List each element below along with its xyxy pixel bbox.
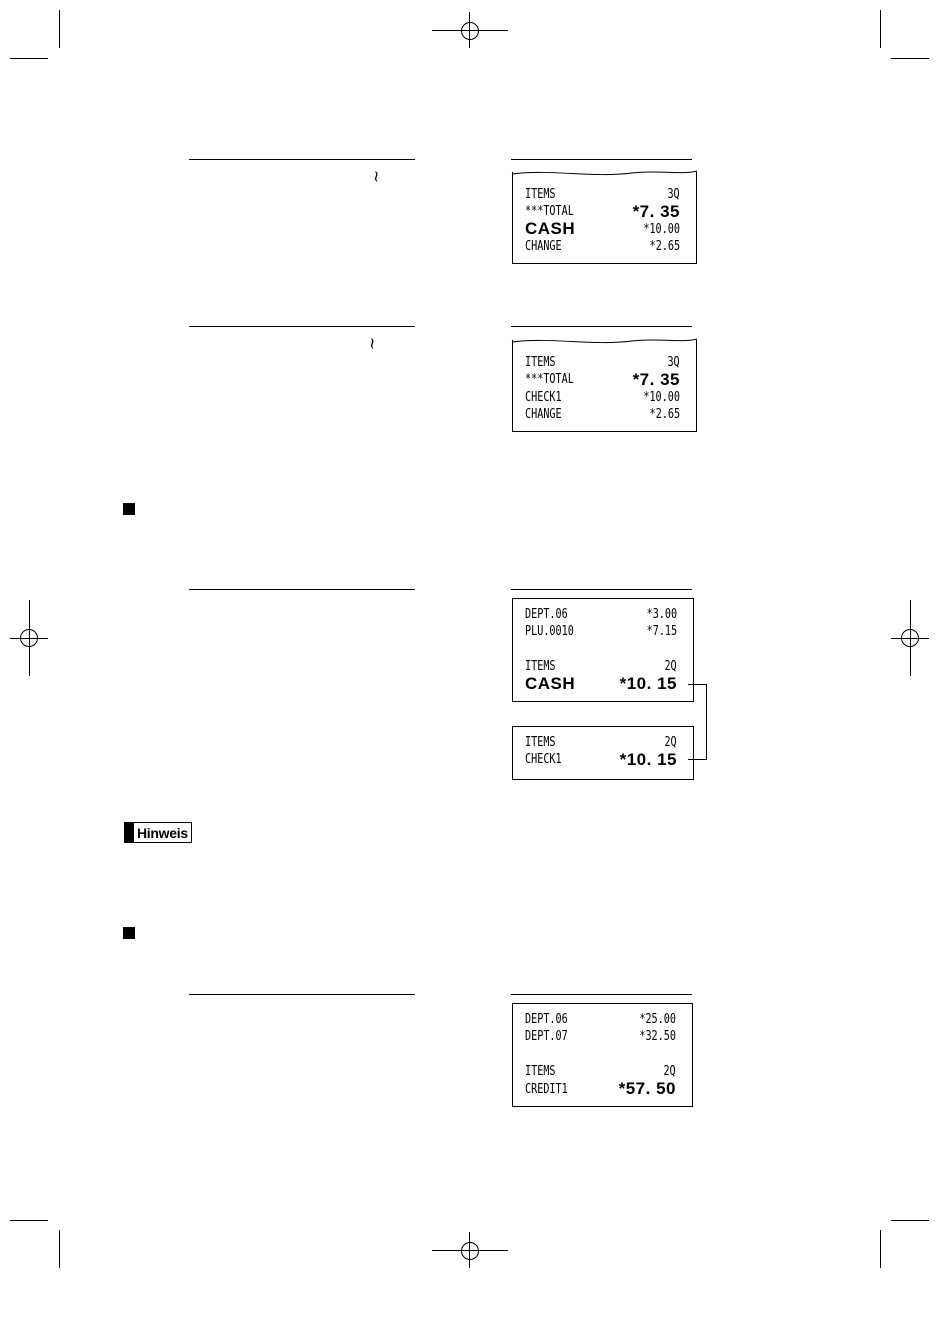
receipt-line-value: 3Q (667, 354, 680, 370)
print-rule (511, 326, 692, 327)
receipt-line-value: *7. 35 (632, 201, 680, 221)
receipt-line (525, 675, 677, 693)
receipt-line (525, 185, 680, 203)
receipt-line (525, 238, 680, 256)
torn-edge (512, 337, 697, 345)
receipt-line-label: CHECK1 (525, 752, 562, 767)
registration-mark-icon (891, 600, 929, 676)
receipt-line-label: CHANGE (525, 239, 562, 254)
receipt-line-value: *7.15 (646, 624, 677, 639)
receipt-line-value: *10. 15 (619, 749, 677, 769)
crop-mark (891, 58, 929, 59)
receipt-line-label: ***TOTAL (525, 204, 574, 219)
crop-mark (880, 10, 881, 48)
squiggle-mark: ~ (363, 336, 383, 351)
receipt-line (525, 605, 677, 623)
key-operation-rule (189, 159, 415, 160)
receipt-line-value: *3.00 (646, 606, 677, 622)
receipt-line (525, 203, 680, 221)
receipt-line-value: *2.65 (649, 407, 680, 422)
receipt-line-label: PLU.0010 (525, 624, 574, 639)
crop-mark (59, 10, 60, 48)
receipt-line (525, 1063, 676, 1081)
receipt-line (525, 623, 677, 641)
key-operation-rule (189, 994, 415, 995)
print-rule (511, 994, 692, 995)
registration-mark-icon (432, 1232, 508, 1268)
note-label (124, 822, 192, 843)
crop-mark (891, 1220, 929, 1221)
squiggle-mark: ~ (367, 169, 387, 184)
receipt-line-value: 3Q (667, 186, 680, 202)
receipt-line (525, 353, 680, 371)
receipt-line-value: *10. 15 (619, 674, 677, 693)
receipt-line-label: ITEMS (525, 186, 556, 202)
receipt-mixed-cash (512, 598, 694, 702)
key-operation-rule (189, 326, 415, 327)
receipt-line-label: DEPT.06 (525, 606, 568, 622)
torn-edge (512, 169, 697, 177)
receipt-line-label: ITEMS (525, 354, 556, 370)
receipt-line (525, 1028, 676, 1046)
receipt-mixed-check (512, 726, 694, 780)
bracket-connector (688, 684, 707, 685)
receipt-line-value: *10.00 (643, 221, 680, 237)
receipt-line-value: *57. 50 (618, 1079, 676, 1098)
receipt-line-label: DEPT.07 (525, 1029, 568, 1044)
receipt-line-label: ***TOTAL (525, 372, 574, 387)
note-bar (125, 823, 134, 842)
receipt-line-label: CASH (525, 674, 576, 693)
receipt-line-label: CASH (525, 219, 576, 238)
crop-mark (10, 58, 48, 59)
receipt-line-label: CHANGE (525, 407, 562, 422)
receipt-line (525, 640, 677, 658)
receipt-line (525, 751, 677, 769)
receipt-line (525, 1080, 676, 1098)
receipt-line (525, 220, 680, 238)
receipt-line (525, 1010, 676, 1028)
receipt-credit (512, 1003, 693, 1107)
receipt-line-label: CHECK1 (525, 389, 562, 405)
crop-mark (880, 1230, 881, 1268)
receipt-line-value: *10.00 (643, 389, 680, 405)
receipt-line-value: 2Q (664, 734, 677, 750)
registration-mark-icon (10, 600, 48, 676)
bracket-connector (688, 759, 707, 760)
registration-mark-icon (432, 12, 508, 48)
bracket-connector (706, 684, 707, 760)
receipt-line-value: 2Q (663, 1064, 676, 1079)
key-operation-rule (189, 589, 415, 590)
receipt-line-label: DEPT.06 (525, 1011, 568, 1027)
receipt-line-value: *25.00 (639, 1011, 676, 1027)
receipt-line (525, 371, 680, 389)
receipt-check (512, 340, 697, 432)
receipt-line-label: ITEMS (525, 734, 556, 750)
print-rule (511, 589, 692, 590)
receipt-line (525, 733, 677, 751)
receipt-cash (512, 172, 697, 264)
receipt-line-label: ITEMS (525, 1064, 556, 1079)
receipt-line-value: *7. 35 (632, 369, 680, 389)
print-rule (511, 159, 692, 160)
receipt-line-value: *2.65 (649, 239, 680, 254)
receipt-line (525, 406, 680, 424)
receipt-line-value: *32.50 (639, 1029, 676, 1044)
crop-mark (59, 1230, 60, 1268)
receipt-line-label: CREDIT1 (525, 1081, 568, 1097)
square-bullet-icon (123, 503, 135, 515)
note-text: Hinweis (137, 824, 188, 841)
receipt-line-value: 2Q (664, 659, 677, 674)
receipt-line (525, 1045, 676, 1063)
receipt-line (525, 658, 677, 676)
receipt-line-label: ITEMS (525, 659, 556, 674)
receipt-line (525, 388, 680, 406)
crop-mark (10, 1220, 48, 1221)
square-bullet-icon (123, 927, 135, 939)
